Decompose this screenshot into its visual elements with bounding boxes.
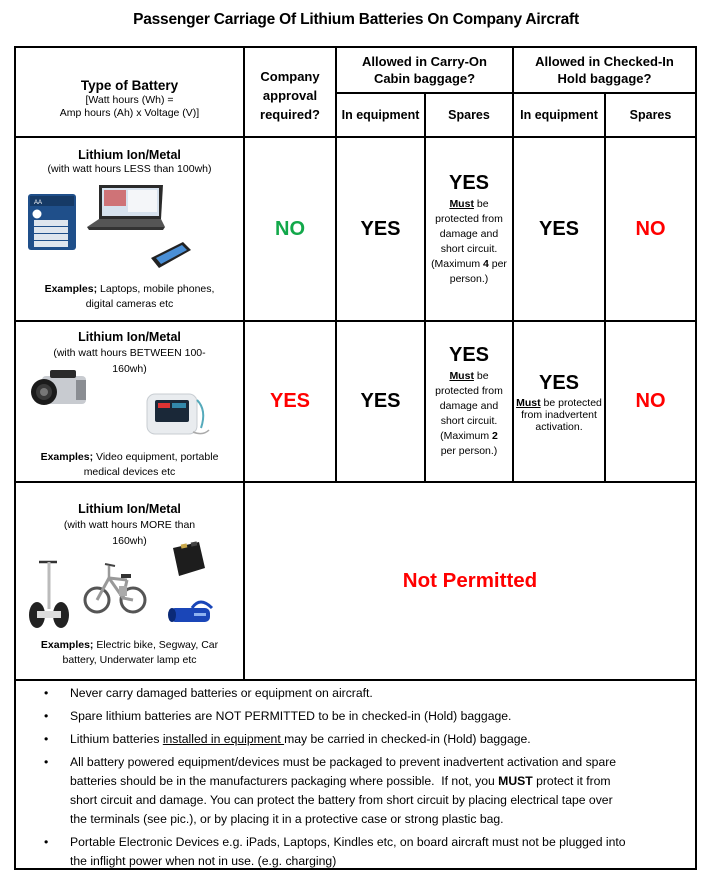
header-company-approval [245, 48, 335, 136]
examples-line1: Video equipment, portable [96, 451, 219, 463]
battery-type-desc: (with watt hours BETWEEN 100- [53, 347, 206, 359]
examples-label: Examples; [40, 639, 94, 651]
note-text: may be carried in checked-in (Hold) baggage. [284, 732, 531, 746]
hold-equipment-note: activation. [535, 421, 583, 433]
hold-equipment-value: YES [538, 217, 580, 240]
hold-equipment-note: from inadvertent [521, 409, 597, 421]
car-battery-image [169, 540, 207, 578]
cabin-spares-note: (Maximum [431, 257, 481, 270]
hold-equipment-value: YES [538, 372, 580, 394]
cabin-spares-note: per person.) [440, 445, 498, 457]
row1-examples [16, 282, 243, 312]
page-title: Passenger Carriage Of Lithium Batteries On Company Aircraft [133, 11, 579, 28]
header-hold-in-equipment-label: In equipment [520, 107, 598, 122]
row2-cabin-equipment [337, 322, 424, 481]
examples-line1: Electric bike, Segway, Car [96, 639, 219, 651]
battery-type-desc: (with watt hours LESS than 100wh) [47, 163, 212, 175]
header-type-label: Type of Battery [80, 77, 179, 93]
list-item [44, 833, 684, 871]
header-carry-on [337, 48, 512, 92]
header-formula-line2: Amp hours (Ah) x Voltage (V)] [59, 106, 200, 119]
hold-equipment-note: be protected [543, 397, 602, 409]
battery-type-name: Lithium Ion/Metal [78, 330, 181, 344]
row1-hold-spares [606, 138, 695, 320]
battery-type-name: Lithium Ion/Metal [78, 148, 181, 162]
header-carry-on-line2: Cabin baggage? [373, 71, 476, 86]
must-emphasis: Must [449, 197, 474, 210]
battery-type-name: Lithium Ion/Metal [78, 502, 181, 516]
header-hold-in-equipment [514, 94, 604, 136]
note-text: short circuit and damage. You can protect the battery from short circuit by placing electrical tape over [70, 793, 613, 807]
header-cabin-spares [426, 94, 512, 136]
header-type-of-battery [16, 48, 243, 136]
cabin-spares-note: person.) [449, 272, 489, 285]
note-text: Never carry damaged batteries or equipment on aircraft. [70, 686, 373, 700]
header-formula-line1: [Watt hours (Wh) = [85, 93, 174, 106]
max-spares-count: 4 [482, 257, 489, 270]
svg-text:AA: AA [34, 200, 43, 206]
row1-company-approval [245, 138, 335, 320]
battery-type-desc: 160wh) [112, 535, 147, 547]
row3-status [245, 483, 695, 679]
note-bold-text: MUST [498, 774, 533, 788]
row3-examples [16, 638, 243, 668]
header-carry-on-line1: Allowed in Carry-On [362, 54, 487, 69]
note-text: the terminals (see pic.), or by placing it in a protective case or strong plastic bag. [70, 812, 504, 826]
medical-monitor-image [143, 386, 213, 441]
laptop-image [85, 183, 167, 233]
row3-bottom-border [14, 679, 697, 681]
battery-type-desc: (with watt hours MORE than [63, 519, 196, 531]
video-camera-image [28, 366, 92, 418]
examples-line2: digital cameras etc [85, 298, 174, 310]
cabin-spares-note: per [491, 257, 507, 270]
cabin-spares-note: damage and [439, 400, 499, 412]
note-text: Portable Electronic Devices e.g. iPads, Laptops, Kindles etc, on board aircraft must not be plugged into [70, 835, 626, 849]
not-permitted-label: Not Permitted [402, 569, 538, 592]
cabin-equipment-value: YES [360, 390, 401, 412]
hold-spares-value: NO [635, 390, 666, 412]
cabin-spares-note: be [476, 370, 489, 382]
header-hold-spares [606, 94, 695, 136]
header-hold-spares-label: Spares [629, 107, 672, 122]
electric-bike-image [83, 560, 147, 616]
row2-company-approval [245, 322, 335, 481]
bullet-icon: • [44, 755, 49, 769]
examples-label: Examples; [40, 451, 94, 463]
examples-line2: medical devices etc [83, 466, 176, 478]
examples-label: Examples; [44, 283, 98, 295]
note-text: batteries should be in the manufacturers packaging where possible. If not, you [70, 774, 499, 788]
list-item [44, 707, 684, 726]
aa-battery-pack-image [26, 192, 78, 252]
cabin-spares-note: damage and [439, 227, 499, 240]
note-text: Spare lithium batteries are NOT PERMITTED to be in checked-in (Hold) baggage. [70, 709, 512, 723]
cabin-spares-note: be [476, 197, 489, 210]
cabin-spares-value: YES [448, 344, 490, 366]
bullet-icon: • [44, 835, 49, 849]
row2-hold-equipment [514, 322, 604, 481]
cabin-spares-note: short circuit. [440, 415, 498, 427]
row3-type-heading [16, 502, 243, 549]
row2-cabin-spares [426, 322, 512, 481]
cabin-spares-note: protected from [435, 212, 503, 225]
list-item [44, 684, 684, 703]
must-emphasis: Must [516, 397, 541, 409]
header-approval-line3: required? [260, 106, 320, 122]
underwater-lamp-image [166, 598, 216, 626]
max-spares-count: 2 [492, 430, 498, 442]
header-approval-line1: Company [260, 68, 320, 84]
note-text: the inflight power when not in use. (e.g. charging) [70, 854, 337, 868]
header-cabin-in-equipment [337, 94, 424, 136]
header-cabin-spares-label: Spares [448, 107, 490, 122]
approval-value: NO [275, 217, 305, 240]
examples-line2: battery, Underwater lamp etc [62, 654, 197, 666]
hold-spares-value: NO [635, 217, 666, 240]
row2-hold-spares [606, 322, 695, 481]
note-text: protect it from [532, 774, 611, 788]
note-underlined-text: installed in equipment [162, 732, 285, 746]
header-checked-in-line2: Hold baggage? [557, 71, 652, 86]
header-checked-in-line1: Allowed in Checked-In [535, 54, 674, 69]
list-item [44, 753, 684, 829]
note-text: All battery powered equipment/devices must be packaged to prevent inadvertent activation and spare [70, 755, 617, 769]
must-emphasis: Must [449, 370, 474, 382]
header-cabin-in-equipment-label: In equipment [341, 107, 420, 122]
note-text: Lithium batteries [70, 732, 163, 746]
notes-list [44, 684, 684, 875]
approval-value: YES [269, 390, 311, 412]
list-item [44, 730, 684, 749]
bullet-icon: • [44, 732, 49, 746]
row1-cabin-spares [426, 138, 512, 320]
cabin-spares-note: (Maximum [440, 430, 490, 442]
segway-image [27, 559, 71, 631]
cabin-spares-note: protected from [435, 385, 503, 397]
row1-hold-equipment [514, 138, 604, 320]
header-checked-in [514, 48, 695, 92]
battery-type-desc: 160wh) [112, 363, 147, 375]
mobile-phone-image [147, 240, 193, 270]
table-border-right [695, 46, 697, 870]
header-approval-line2: approval [262, 87, 318, 103]
row2-examples [16, 450, 243, 480]
cabin-equipment-value: YES [360, 217, 401, 240]
bullet-icon: • [44, 686, 49, 700]
cabin-spares-note: short circuit. [440, 242, 498, 255]
examples-line1: Laptops, mobile phones, [100, 283, 215, 295]
cabin-spares-value: YES [448, 171, 490, 194]
row1-cabin-equipment [337, 138, 424, 320]
bullet-icon: • [44, 709, 49, 723]
row1-type-heading [16, 148, 243, 176]
